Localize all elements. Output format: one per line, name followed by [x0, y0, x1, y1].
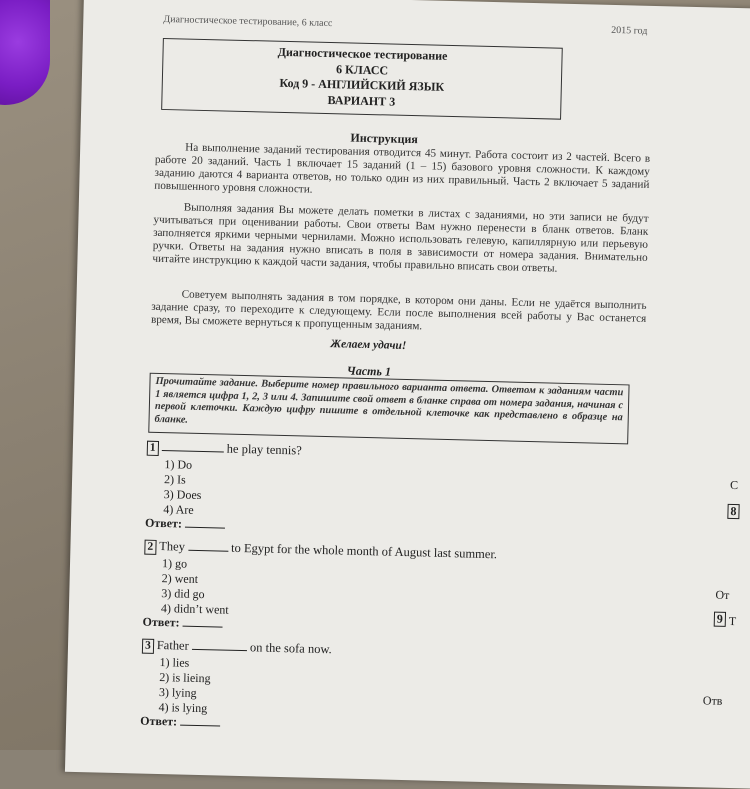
option: 3) lying	[158, 685, 197, 700]
instructions-paragraph-2: Выполняя задания Вы можете делать пометки в листах с заданиями, но эти записи не будут учитываться при оценивании работы. Свои ответы Вам нужно перенести в бланк ответов. Бланк заполняется яркими черными чернилами. Можно использовать гелевую, капиллярную или перьевую ручки. Ответы на задания нужно вписать в поля в зависимости от номера задания. Внимательно читайте инструкцию к каждой части задания, чтобы правильно вписать свои ответы.	[152, 201, 649, 275]
question-number: 1	[147, 441, 159, 456]
title-box	[161, 38, 563, 120]
option: 4) Are	[163, 502, 194, 517]
good-luck-text: Желаем удачи!	[330, 338, 407, 352]
option: 1) Do	[164, 457, 193, 472]
option: 2) went	[161, 571, 199, 586]
option: 1) lies	[159, 655, 190, 670]
question-2	[144, 539, 497, 564]
instructions-paragraph-3: Советуем выполнять задания в том порядке, в котором они даны. Если не удаётся выполнить задание сразу, то переходите к следующему. Если после выполнения всей работы у Вас останется время, Вы сможете вернуться к пропущенным заданиям.	[150, 288, 647, 333]
answer-line	[140, 714, 220, 731]
answer-field	[180, 715, 220, 727]
answer-label: Ответ:	[140, 713, 178, 729]
option: 2) Is	[163, 472, 186, 487]
part-1-title: Часть 1	[346, 363, 392, 379]
edge-fragment-ot: От	[715, 587, 730, 602]
question-prefix: They	[159, 539, 189, 554]
answer-label: Ответ:	[144, 515, 183, 531]
question-text: he play tennis?	[223, 441, 302, 458]
edge-fragment-c: С	[729, 477, 739, 493]
option: 1) go	[161, 556, 188, 571]
option: 3) Does	[163, 487, 202, 503]
option: 4) didn’t went	[160, 601, 229, 617]
edge-fragment-8: 8	[727, 504, 739, 519]
header-year: 2015 год	[611, 24, 648, 37]
answer-blank	[192, 639, 247, 651]
title-line-2: 6 КЛАСС	[335, 61, 389, 77]
question-number: 3	[142, 639, 154, 654]
answer-field	[182, 616, 222, 628]
title-line-1: Диагностическое тестирование	[277, 44, 448, 63]
title-line-4: ВАРИАНТ 3	[327, 92, 396, 109]
answer-line	[142, 615, 222, 632]
answer-blank	[188, 540, 228, 552]
answer-field	[185, 517, 225, 529]
option: 4) is lying	[158, 700, 208, 716]
question-text: to Egypt for the whole month of August last summer.	[227, 540, 498, 562]
answer-label: Ответ:	[142, 614, 180, 630]
instructions-title: Инструкция	[350, 130, 419, 147]
part-1-task-box: Прочитайте задание. Выберите номер правильного варианта ответа. Ответом к заданиям части 1 является цифра 1, 2, 3 или 4. Запишите свой ответ в бланке справа от номера задания, начиная с первой клеточки. Каждую цифру пишите в отдельной клеточке как представлено в образце на бланке.	[148, 373, 629, 445]
answer-line	[145, 516, 225, 533]
question-prefix: Father	[156, 637, 193, 653]
test-sheet	[65, 0, 750, 789]
question-text: on the sofa now.	[246, 640, 332, 657]
instructions-paragraph-1: На выполнение заданий тестирования отводится 45 минут. Работа состоит из 2 частей. Всего в работе 20 заданий. Часть 1 включает 15 заданий (1 – 15) базового уровня сложности. К каждому заданию даются 4 варианта ответов, но только один из них правильный. Часть 2 включает 5 заданий повышенного уровня сложности.	[154, 141, 651, 196]
option: 3) did go	[161, 586, 205, 602]
edge-fragment-9: 9	[714, 612, 726, 627]
answer-blank	[162, 440, 224, 453]
edge-fragment-t: Т	[728, 613, 737, 629]
header-left: Диагностическое тестирование, 6 класс	[163, 13, 333, 30]
title-line-3: Код 9 - АНГЛИЙСКИЙ ЯЗЫК	[279, 75, 445, 94]
edge-fragment-otv: Отв	[702, 693, 723, 708]
option: 2) is lieing	[159, 670, 211, 686]
question-number: 2	[144, 540, 156, 555]
